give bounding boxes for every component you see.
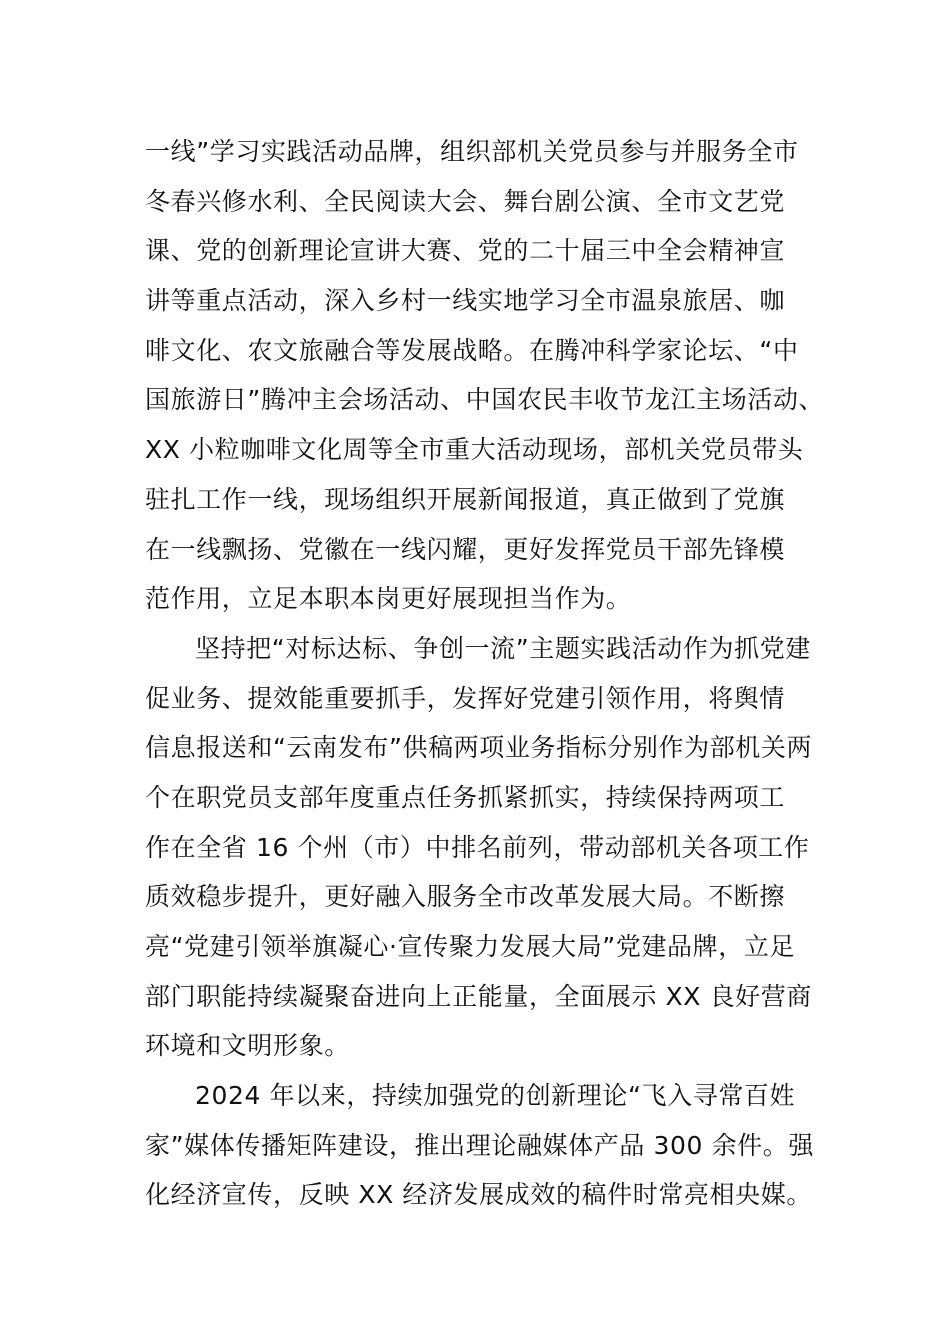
text-line: 化经济宣传，反映 XX 经济发展成效的稿件时常亮相央媒。 — [145, 1180, 812, 1210]
text-line: 驻扎工作一线，现场组织开展新闻报道，真正做到了党旗 — [145, 484, 786, 514]
text-line: 在一线飘扬、党徽在一线闪耀，更好发挥党员干部先锋模 — [145, 534, 786, 564]
text-line: 课、党的创新理论宣讲大赛、党的二十届三中全会精神宣 — [145, 236, 786, 266]
paragraph-start-line: 2024 年以来，持续加强党的创新理论“飞入寻常百姓 — [195, 1081, 796, 1111]
text-line: 信息报送和“云南发布”供稿两项业务指标分别作为部机关两 — [145, 733, 813, 763]
text-line: 冬春兴修水利、全民阅读大会、舞台剧公演、全市文艺党 — [145, 186, 786, 216]
text-line: 一线”学习实践活动品牌，组织部机关党员参与并服务全市 — [145, 137, 799, 166]
text-line: 质效稳步提升，更好融入服务全市改革发展大局。不断擦 — [145, 882, 786, 912]
text-line: 讲等重点活动，深入乡村一线实地学习全市温泉旅居、咖 — [145, 286, 786, 316]
text-line: 啡文化、农文旅融合等发展战略。在腾冲科学家论坛、“中 — [145, 335, 799, 365]
text-line: 个在职党员支部年度重点任务抓紧抓实，持续保持两项工 — [145, 782, 786, 812]
text-line: 家”媒体传播矩阵建设，推出理论融媒体产品 300 余件。强 — [145, 1130, 814, 1160]
text-line: 亮“党建引领举旗凝心·宣传聚力发展大局”党建品牌，立足 — [145, 932, 796, 961]
text-line: 范作用，立足本职本岗更好展现担当作为。 — [145, 584, 632, 614]
body-text — [145, 127, 825, 1220]
text-line: 促业务、提效能重要抓手，发挥好党建引领作用，将舆情 — [145, 683, 786, 713]
text-line: 部门职能持续凝聚奋进向上正能量，全面展示 XX 良好营商 — [145, 981, 812, 1011]
text-line: 国旅游日”腾冲主会场活动、中国农民丰收节龙江主场活动、 — [145, 385, 825, 415]
text-line: 环境和文明形象。 — [145, 1031, 350, 1061]
text-line: XX 小粒咖啡文化周等全市重大活动现场，部机关党员带头 — [145, 435, 804, 465]
paragraph-start-line: 坚持把“对标达标、争创一流”主题实践活动作为抓党建 — [195, 633, 811, 663]
text-line: 作在全省 16 个州（市）中排名前列，带动部机关各项工作 — [145, 832, 810, 862]
